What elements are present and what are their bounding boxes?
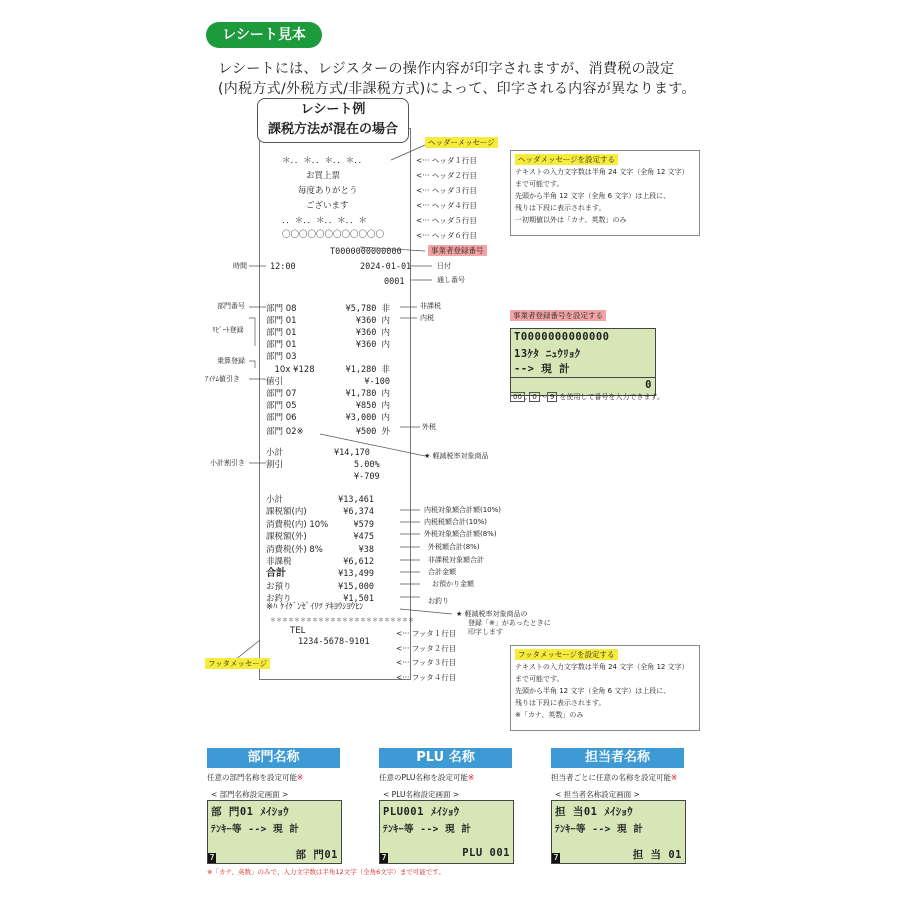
item-price: ¥360 内 bbox=[355, 316, 390, 327]
reg-no-annotation: 事業者登録番号 bbox=[428, 246, 487, 256]
header-line-4: ございます bbox=[306, 201, 349, 211]
registration-box-title: 事業者登録番号を設定する bbox=[510, 310, 656, 321]
reduced-note-ann-3: 印字します bbox=[468, 628, 503, 636]
lcd-line-2: ﾃﾝｷｰ等 --> 現 計 bbox=[211, 824, 300, 835]
header-line-3: 毎度ありがとう bbox=[298, 186, 358, 196]
item-name: 部門 06 bbox=[266, 412, 297, 423]
total-label: 合計 bbox=[266, 568, 286, 580]
item-price: ¥500 外 bbox=[355, 427, 390, 437]
item-name: 部門 01 bbox=[266, 340, 297, 351]
section-screen-label: < 担当者名称設定画面 > bbox=[555, 790, 640, 799]
section-description-text: 任意のPLU名称を設定可能 bbox=[379, 773, 468, 782]
section-description-text: 担当者ごとに任意の名称を設定可能 bbox=[551, 773, 671, 782]
item-price: ¥5,780 非 bbox=[345, 304, 390, 314]
tel-label: TEL bbox=[290, 626, 306, 636]
total-ann-4: 外税額合計(8%) bbox=[428, 543, 480, 551]
key-00: 00 bbox=[510, 392, 525, 402]
header-settings-box bbox=[510, 150, 700, 236]
item-price: ¥-100 bbox=[364, 376, 390, 387]
footer-message-label: フッタメッセージ bbox=[205, 659, 270, 669]
section-screen-label: < 部門名称設定画面 > bbox=[211, 790, 289, 799]
lcd-line-1: PLU001 ﾒｲｼｮｳ bbox=[383, 806, 460, 818]
total-label: 消費税(外) 8% bbox=[266, 544, 323, 555]
reg-lcd-divider bbox=[511, 377, 655, 378]
header-box-text bbox=[511, 166, 699, 226]
item-price: ¥360 内 bbox=[355, 328, 390, 339]
footer-box-line: まで可能です。 bbox=[515, 675, 564, 683]
item-name: 部門 07 bbox=[266, 388, 297, 399]
footer-line-label: <··· フッタ１行目 bbox=[396, 629, 457, 638]
dept-no-annotation: 部門番号 bbox=[217, 302, 245, 310]
header-line-label: <··· ヘッダ４行目 bbox=[416, 201, 477, 210]
discount-rate: 5.00% bbox=[354, 460, 380, 470]
section-description-text: 任意の部門名称を設定可能 bbox=[207, 773, 297, 782]
date: 2024-01-01 bbox=[360, 262, 412, 272]
section-title: PLU 名称 bbox=[379, 748, 512, 768]
reduced-note-ann-2: 登録「※」があったときに bbox=[468, 619, 551, 627]
section-lcd bbox=[379, 800, 514, 864]
example-title-line-1: レシート例 bbox=[300, 102, 366, 117]
header-box-title: ヘッダメッセージを設定する bbox=[511, 151, 699, 166]
header-box-line: 先頭から半角 12 文字（全角 6 文字）は上段に、 bbox=[515, 192, 671, 200]
item-price: ¥1,780 内 bbox=[345, 388, 390, 399]
repeat-annotation: ﾘﾋﾟｰﾄ登録 bbox=[212, 326, 244, 334]
total-ann-2: 内税税額合計(10%) bbox=[424, 518, 488, 526]
header-line-2: お買上票 bbox=[306, 171, 341, 181]
footnote: ※「カナ、英数」のみで、入力文字数は半角12文字（全角6文字）まで可能です。 bbox=[207, 868, 445, 876]
total-ann-7: お預かり金額 bbox=[432, 580, 474, 588]
footer-box-line: ※「カナ、英数」のみ bbox=[515, 711, 584, 719]
reg-lcd-line-1: T0000000000000 bbox=[514, 331, 610, 343]
discount-value: ¥-709 bbox=[354, 472, 380, 482]
section-description bbox=[551, 772, 677, 783]
total-label: 課税額(内) bbox=[266, 507, 307, 518]
lcd-line-3: 部 門01 bbox=[295, 849, 338, 861]
header-line-label: <··· ヘッダ３行目 bbox=[416, 186, 477, 195]
key-0: 0 bbox=[529, 392, 539, 402]
header-message-label: ヘッダーメッセージ bbox=[425, 138, 498, 148]
item-name: 部門 03 bbox=[266, 352, 297, 363]
section-description-mark: ※ bbox=[297, 773, 304, 782]
header-box-line: テキストの入力文字数は半角 24 文字（全角 12 文字） bbox=[515, 168, 689, 176]
section-lcd bbox=[207, 800, 342, 864]
reduced-note-ann-1: ★ 軽減税率対象商品の bbox=[456, 610, 528, 618]
total-label: お預り bbox=[266, 581, 292, 592]
item-name: 10x ¥128 bbox=[266, 364, 315, 375]
item-price: ¥850 内 bbox=[355, 400, 390, 411]
footer-line-label: <··· フッタ２行目 bbox=[396, 643, 457, 653]
registration-note-text: を使用して番号を入力できます。 bbox=[559, 393, 664, 401]
footer-box-text bbox=[511, 661, 699, 721]
registration-lcd bbox=[510, 328, 656, 396]
header-line-label: <··· ヘッダ２行目 bbox=[416, 171, 477, 180]
intro-line-1: レシートには、レジスターの操作内容が印字されますが、消費税の設定 bbox=[218, 61, 675, 77]
registration-number: T0000000000000 bbox=[330, 247, 402, 257]
item-name: 部門 01 bbox=[266, 316, 297, 327]
total-value: ¥1,501 bbox=[343, 594, 374, 605]
discount-label: 割引 bbox=[266, 460, 284, 470]
reduced-note: ※ﾊ ｹｲｹﾞﾝｾﾞｲﾘﾂ ﾃｷﾖｳｼﾖｳﾋﾝ bbox=[266, 602, 364, 612]
total-ann-5: 非課税対象額合計 bbox=[428, 556, 484, 564]
total-value: ¥579 bbox=[353, 519, 374, 530]
lcd-line-1: 担 当01 ﾒｲｼｮｳ bbox=[555, 806, 634, 818]
section-screen-label: < PLU名称設定画面 > bbox=[383, 790, 460, 799]
total-label: 消費税(内) 10% bbox=[266, 519, 329, 530]
header-box-line: まで可能です。 bbox=[515, 180, 564, 188]
section-description bbox=[379, 772, 474, 783]
footer-box-line: 先頭から半角 12 文字（全角 6 文字）は上段に、 bbox=[515, 687, 671, 695]
time-annotation: 時間 bbox=[233, 262, 247, 270]
registration-note: 00 , 0 〜 9 を使用して番号を入力できます。 bbox=[510, 392, 664, 402]
section-title: 担当者名称 bbox=[551, 748, 684, 768]
total-ann-6: 合計金額 bbox=[428, 568, 456, 576]
footer-box-line: テキストの入力文字数は半角 24 文字（全角 12 文字） bbox=[515, 663, 689, 671]
section-description-mark: ※ bbox=[467, 773, 475, 782]
reg-lcd-line-3: --> 現 計 bbox=[514, 363, 571, 375]
item-name: 値引 bbox=[266, 376, 284, 387]
total-value: ¥13,461 bbox=[338, 495, 374, 505]
serial-annotation: 通し番号 bbox=[437, 276, 465, 284]
subtotal-discount-annotation: 小計割引き bbox=[210, 459, 245, 467]
total-ann-1: 内税対象額合計額(10%) bbox=[424, 506, 502, 514]
item-discount-annotation: ｱｲﾃﾑ値引き bbox=[205, 375, 240, 383]
lcd-line-2: ﾃﾝｷｰ等 --> 現 計 bbox=[383, 824, 472, 835]
section-badge: レシート見本 bbox=[206, 22, 322, 48]
item-price: ¥360 内 bbox=[355, 340, 390, 351]
total-label: 課税額(外) bbox=[266, 532, 307, 543]
intro-line-2: (内税方式/外税方式/非課税方式)によって、印字される内容が異なります。 bbox=[218, 81, 696, 97]
lcd-indicator: 7 bbox=[553, 853, 559, 862]
stars-line: ＊＊＊＊＊＊＊＊＊＊＊＊＊＊＊＊＊＊＊＊＊＊＊＊ bbox=[270, 617, 415, 624]
item-name: 部門 05 bbox=[266, 400, 297, 411]
header-line-label: <··· ヘッダ６行目 bbox=[416, 231, 477, 240]
total-value: ¥6,374 bbox=[343, 507, 374, 518]
lcd-line-2: ﾃﾝｷｰ等 --> 現 計 bbox=[555, 824, 644, 835]
total-value: ¥6,612 bbox=[343, 557, 374, 567]
registration-box bbox=[510, 310, 656, 391]
lcd-line-3: 担 当 01 bbox=[632, 849, 682, 861]
section-description-mark: ※ bbox=[671, 773, 678, 782]
header-box-line: 残りは下段に表示されます。 bbox=[515, 204, 606, 212]
outer-tax-annotation: 外税 bbox=[422, 423, 436, 431]
item-price: ¥3,000 内 bbox=[345, 412, 390, 423]
total-label: 非課税 bbox=[266, 557, 292, 567]
time: 12:00 bbox=[270, 262, 296, 272]
key-tilde: 〜 bbox=[539, 393, 547, 401]
total-value: ¥15,000 bbox=[338, 581, 374, 592]
lcd-line-1: 部 門01 ﾒｲｼｮｳ bbox=[211, 806, 290, 818]
subtotal-label: 小計 bbox=[266, 448, 284, 458]
lcd-indicator: 7 bbox=[209, 853, 215, 862]
example-title-line-2: 課税方法が混在の場合 bbox=[267, 122, 398, 137]
footer-line-label: <··· フッタ３行目 bbox=[396, 658, 457, 667]
footer-settings-box bbox=[510, 645, 700, 731]
reduced-tax-annotation: ★ 軽減税率対象商品 bbox=[424, 452, 489, 460]
total-ann-3: 外税対象額合計額(8%) bbox=[424, 530, 497, 538]
reg-lcd-line-4: 0 bbox=[645, 379, 652, 391]
footer-box-title: フッタメッセージを設定する bbox=[511, 646, 699, 661]
item-name: 部門 01 bbox=[266, 328, 297, 339]
header-box-line: 一初期値以外は「カナ、英数」のみ bbox=[515, 216, 627, 224]
non-tax-annotation: 非課税 bbox=[420, 302, 441, 310]
total-label: お釣り bbox=[266, 594, 292, 605]
section-lcd bbox=[551, 800, 686, 864]
header-line-6: 〇〇〇〇〇〇〇〇〇〇〇〇 bbox=[282, 230, 385, 240]
date-annotation: 日付 bbox=[437, 262, 451, 270]
reg-lcd-line-2: 13ｹﾀ ﾆｭｳﾘｮｸ bbox=[514, 348, 581, 360]
footer-box-line: 残りは下段に表示されます。 bbox=[515, 699, 606, 707]
lcd-line-3: PLU 001 bbox=[462, 847, 510, 859]
inner-tax-annotation: 内税 bbox=[420, 314, 434, 322]
header-line-1: ＊．．＊．．＊．．＊．． bbox=[282, 156, 368, 166]
total-value: ¥38 bbox=[358, 544, 374, 555]
example-title bbox=[257, 98, 409, 143]
item-name: 部門 08 bbox=[266, 304, 297, 314]
section-title: 部門名称 bbox=[207, 748, 340, 768]
header-line-label: <··· ヘッダ１行目 bbox=[416, 156, 477, 165]
footer-line-label: <··· フッタ４行目 bbox=[396, 672, 457, 682]
total-value: ¥13,499 bbox=[338, 569, 374, 580]
multiply-annotation: 乗算登録 bbox=[217, 357, 245, 365]
item-name: 部門 02※ bbox=[266, 427, 304, 437]
tel-number: 1234-5678-9101 bbox=[298, 637, 370, 647]
total-value: ¥475 bbox=[353, 532, 374, 543]
item-price: ¥1,280 非 bbox=[345, 364, 390, 375]
total-label: 小計 bbox=[266, 495, 284, 505]
serial-number: 0001 bbox=[384, 277, 405, 287]
header-line-label: <··· ヘッダ５行目 bbox=[416, 216, 477, 225]
section-description bbox=[207, 772, 303, 783]
lcd-indicator: 7 bbox=[381, 853, 387, 862]
key-9: 9 bbox=[547, 392, 557, 402]
subtotal-value: ¥14,170 bbox=[334, 448, 370, 458]
header-line-5: ．．＊．．＊．．＊．．＊ bbox=[282, 216, 368, 226]
total-ann-8: お釣り bbox=[428, 597, 449, 605]
